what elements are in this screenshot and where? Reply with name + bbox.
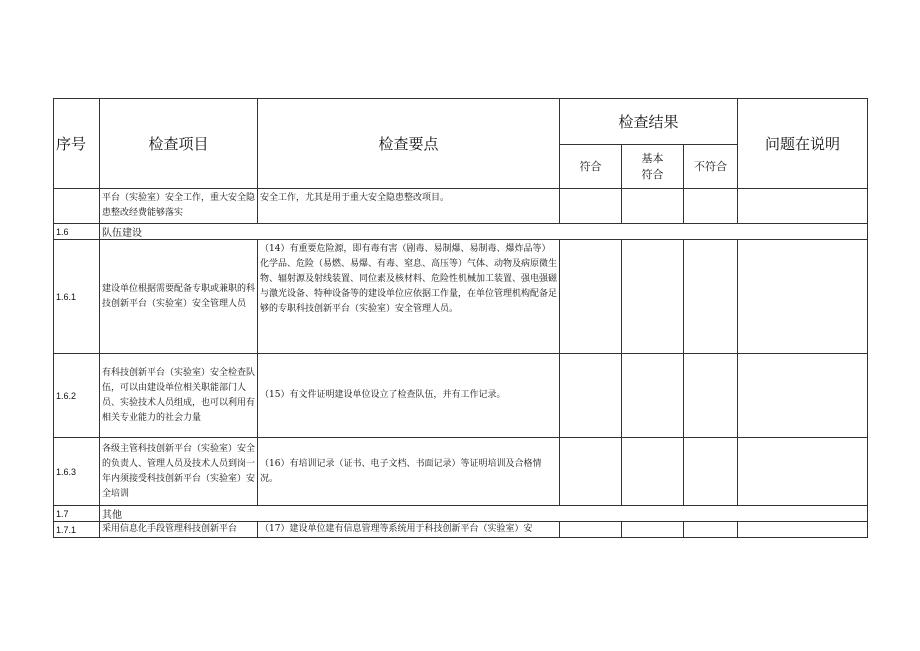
table-row <box>54 240 868 354</box>
cell-issue <box>738 240 868 354</box>
cell-issue <box>738 354 868 438</box>
header-row-1 <box>54 99 868 145</box>
row-item: 建设单位根据需要配备专职或兼职的科技创新平台（实验室）安全管理人员 <box>100 240 258 354</box>
section-title: 其他 <box>100 506 868 522</box>
cell-conform <box>560 522 622 538</box>
table-row <box>54 438 868 506</box>
row-item: 有科技创新平台（实验室）安全检查队伍，可以由建设单位相关职能部门人员、实验技术人员组成，也可以利用有相关专业能力的社会力量 <box>100 354 258 438</box>
cell-conform <box>560 189 622 224</box>
cell-conform <box>560 438 622 506</box>
row-item: 平台（实验室）安全工作，重大安全隐患整改经费能够落实 <box>100 189 258 224</box>
header-check-result: 检查结果 <box>560 99 738 145</box>
row-item: 各级主管科技创新平台（实验室）安全的负责人、管理人员及技术人员到岗一年内须接受科技创新平台（实验室）安全培训 <box>100 438 258 506</box>
cell-issue <box>738 189 868 224</box>
row-points: （15）有文件证明建设单位设立了检查队伍，并有工作记录。 <box>258 354 560 438</box>
section-number: 1.7 <box>54 506 100 522</box>
row-number: 1.7.1 <box>54 522 100 538</box>
header-basic-conform <box>622 145 684 189</box>
row-number: 1.6.2 <box>54 354 100 438</box>
section-row <box>54 224 868 240</box>
table-row <box>54 522 868 538</box>
row-item: 采用信息化手段管理科技创新平台 <box>100 522 258 538</box>
section-row <box>54 506 868 522</box>
cell-nonconform <box>684 240 738 354</box>
row-number: 1.6.3 <box>54 438 100 506</box>
cell-nonconform <box>684 438 738 506</box>
header-basic-conform-line2: 符合 <box>641 167 664 181</box>
header-check-item: 检查项目 <box>100 99 258 189</box>
cell-basic-conform <box>622 240 684 354</box>
table-row <box>54 354 868 438</box>
row-number: 1.6.1 <box>54 240 100 354</box>
cell-issue <box>738 438 868 506</box>
cell-nonconform <box>684 522 738 538</box>
cell-basic-conform <box>622 189 684 224</box>
row-points: （17）建设单位建有信息管理等系统用于科技创新平台（实验室）安 <box>258 522 560 538</box>
header-check-points: 检查要点 <box>258 99 560 189</box>
row-points: （16）有培训记录（证书、电子文档、书面记录）等证明培训及合格情况。 <box>258 438 560 506</box>
header-conform: 符合 <box>560 145 622 189</box>
table-row <box>54 189 868 224</box>
header-basic-conform-line1: 基本 <box>641 151 664 165</box>
section-title: 队伍建设 <box>100 224 868 240</box>
row-number <box>54 189 100 224</box>
header-nonconform: 不符合 <box>684 145 738 189</box>
section-number: 1.6 <box>54 224 100 240</box>
cell-nonconform <box>684 354 738 438</box>
cell-basic-conform <box>622 522 684 538</box>
cell-basic-conform <box>622 438 684 506</box>
header-issue-note: 问题在说明 <box>738 99 868 189</box>
cell-issue <box>738 522 868 538</box>
cell-conform <box>560 354 622 438</box>
row-points: 安全工作，尤其是用于重大安全隐患整改项目。 <box>258 189 560 224</box>
row-points: （14）有重要危险源，即有毒有害（剧毒、易制爆、易制毒、爆炸品等）化学品、危险（易燃、易爆、有毒、窒息、高压等）气体、动物及病原微生物、辐射源及射线装置、同位素及核材料、危险性机械加工装置、强电强磁与激光设备、特种设备等的建设单位应依据工作量，在单位管理机构配备足够的专职科技创新平台（实验室）安全管理人员。 <box>258 240 560 354</box>
cell-basic-conform <box>622 354 684 438</box>
cell-nonconform <box>684 189 738 224</box>
header-seq: 序号 <box>54 99 100 189</box>
cell-conform <box>560 240 622 354</box>
inspection-table <box>53 98 868 538</box>
